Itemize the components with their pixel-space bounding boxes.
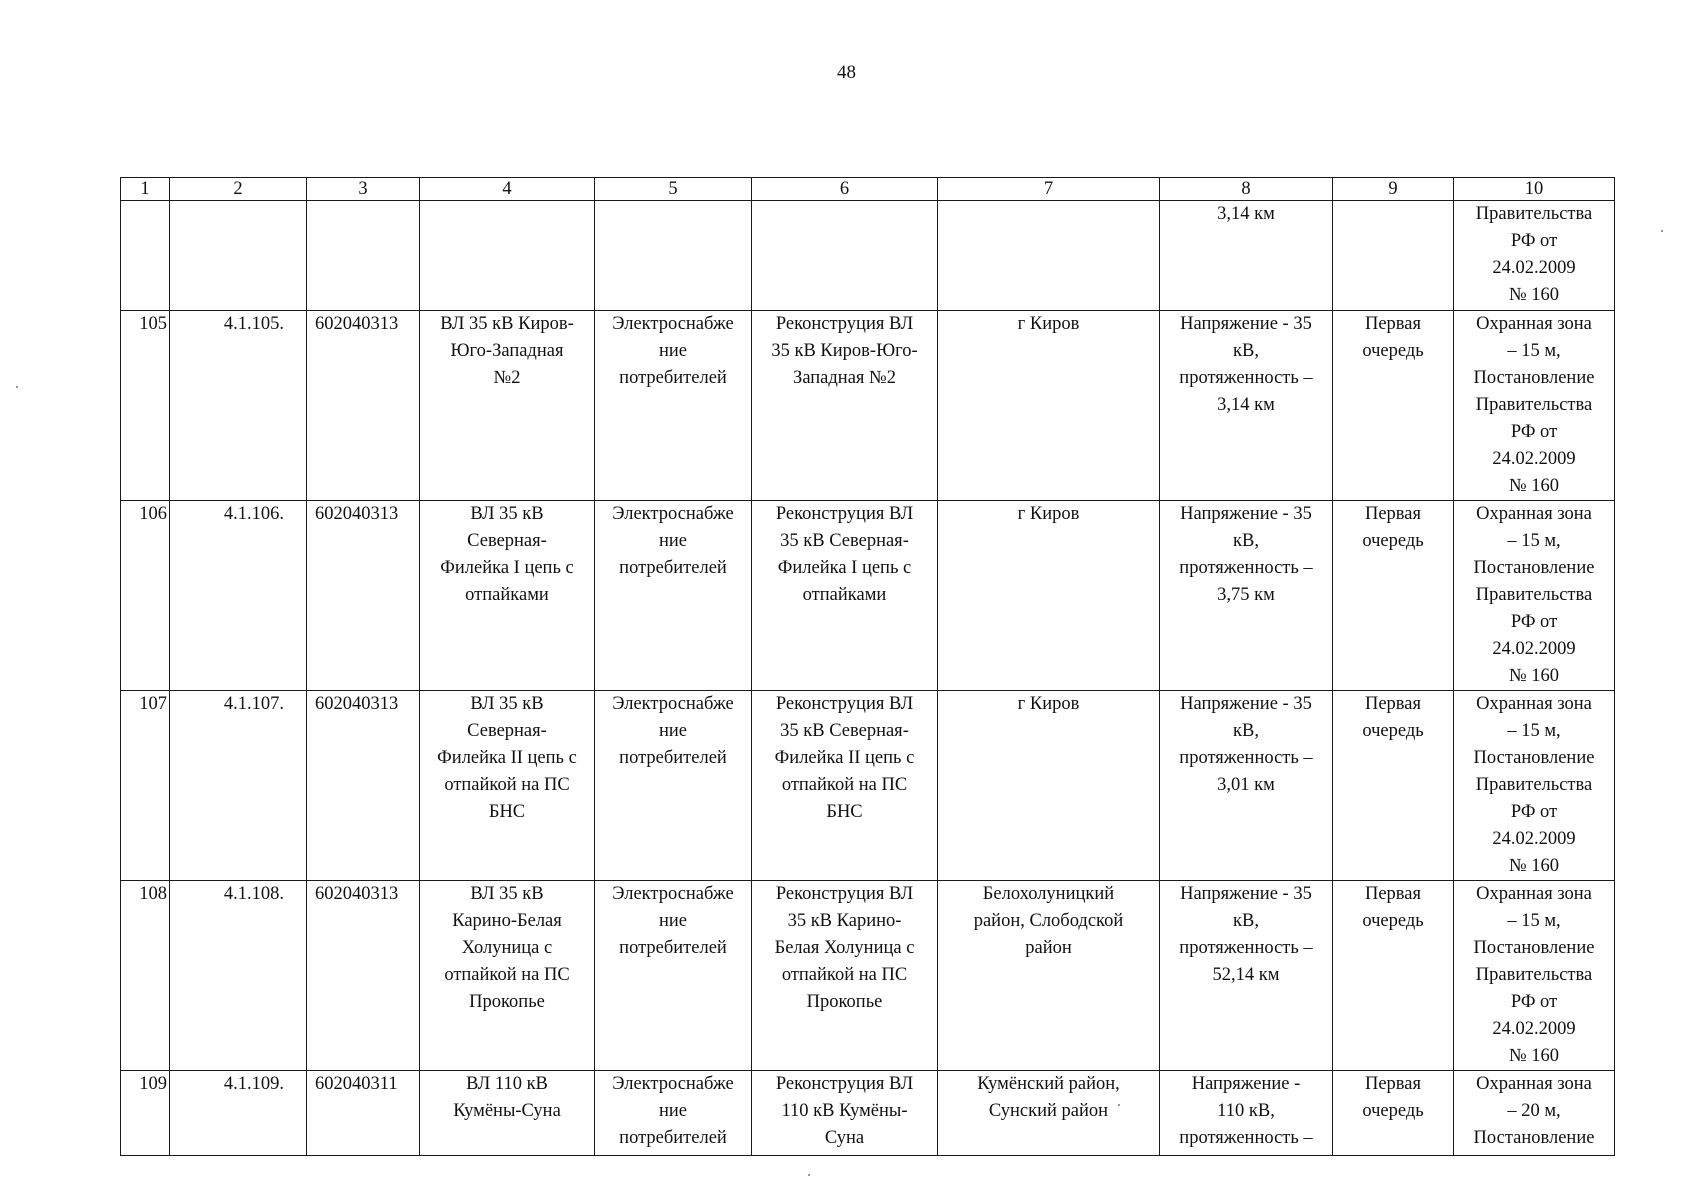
object-location-line: район, Слободской (973, 911, 1124, 931)
zone-notes-cell (1454, 201, 1615, 311)
scan-speck (16, 386, 18, 388)
object-specs-line: 3,14 км (1217, 204, 1275, 224)
implementation-priority-line: Первая (1364, 504, 1422, 524)
object-name-cell (420, 1071, 595, 1156)
inventory-number-cell: 602040313 (307, 691, 420, 881)
zone-notes-cell (1454, 881, 1615, 1071)
object-name-line: Прокопье (469, 992, 545, 1012)
zone-notes-cell (1454, 311, 1615, 501)
zone-notes-cell (1454, 501, 1615, 691)
implementation-priority-line: очередь (1362, 1101, 1424, 1121)
object-purpose-line: потребителей (619, 368, 727, 388)
zone-notes-line: Постановление (1473, 938, 1595, 958)
planned-activity-cell (752, 311, 938, 501)
zone-notes-line: Правительства (1475, 965, 1593, 985)
object-location-line: г Киров (1017, 314, 1080, 334)
inventory-number-cell: 602040313 (307, 881, 420, 1071)
zone-notes-line: № 160 (1508, 856, 1560, 876)
zone-notes-line: Охранная зона (1476, 1074, 1592, 1094)
object-purpose-line: ние (658, 911, 687, 931)
object-name-line: ВЛ 35 кВ (470, 504, 544, 524)
planned-activity-line: Реконструция ВЛ (775, 504, 914, 524)
object-purpose-line: потребителей (619, 938, 727, 958)
object-purpose-line: ние (658, 341, 687, 361)
implementation-priority-cell (1333, 1071, 1454, 1156)
object-purpose-line: Электроснабже (612, 504, 734, 524)
object-purpose-line: потребителей (619, 1128, 727, 1148)
zone-notes-cell (1454, 1071, 1615, 1156)
object-specs-line: 52,14 км (1212, 965, 1280, 985)
inventory-number-cell: 602040313 (307, 501, 420, 691)
planned-activity-line: Белая Холуница с (774, 938, 915, 958)
object-specs-cell (1160, 691, 1333, 881)
table-body (121, 201, 1615, 1156)
planned-activity-line: Западная №2 (793, 368, 896, 388)
planned-activity-line: Реконструция ВЛ (775, 314, 914, 334)
object-name-line: ВЛ 35 кВ (470, 694, 544, 714)
object-specs-line: протяженность – (1179, 1128, 1313, 1148)
header-row (121, 178, 1615, 201)
column-header: 9 (1333, 178, 1454, 201)
object-location-line: Белохолуницкий (982, 884, 1115, 904)
planned-activity-line: отпайкой на ПС (781, 775, 908, 795)
object-specs-line: Напряжение - 35 (1180, 314, 1312, 334)
object-specs-line: кВ, (1233, 531, 1259, 551)
table-row (121, 1071, 1615, 1156)
object-name-line: БНС (488, 802, 526, 822)
row-number-cell: 107 (121, 691, 170, 881)
zone-notes-line: 24.02.2009 (1492, 1019, 1576, 1039)
implementation-priority-line: Первая (1364, 1074, 1422, 1094)
object-specs-line: Напряжение - 35 (1180, 884, 1312, 904)
zone-notes-line: – 20 м, (1507, 1101, 1561, 1121)
object-specs-line: протяженность – (1179, 368, 1313, 388)
column-header: 1 (121, 178, 170, 201)
zone-notes-line: 24.02.2009 (1492, 639, 1576, 659)
zone-notes-line: Правительства (1475, 204, 1593, 224)
object-purpose-line: потребителей (619, 558, 727, 578)
object-purpose-line: Электроснабже (612, 694, 734, 714)
implementation-priority-cell (1333, 201, 1454, 311)
planned-activity-line: 35 кВ Северная- (780, 721, 909, 741)
zone-notes-line: № 160 (1508, 1046, 1560, 1066)
inventory-number-cell: 602040313 (307, 311, 420, 501)
planned-activity-line: Суна (824, 1128, 865, 1148)
object-purpose-line: ние (658, 531, 687, 551)
zone-notes-line: – 15 м, (1507, 531, 1561, 551)
planned-activity-line: Филейка I цепь с (777, 558, 912, 578)
object-name-line: ВЛ 35 кВ Киров- (440, 314, 574, 334)
implementation-priority-line: Первая (1364, 884, 1422, 904)
object-purpose-line: ние (658, 721, 687, 741)
zone-notes-line: Охранная зона (1476, 694, 1592, 714)
planned-activity-line: 35 кВ Киров-Юго- (771, 341, 918, 361)
object-purpose-cell (595, 1071, 752, 1156)
implementation-priority-cell (1333, 691, 1454, 881)
scan-speck (1661, 230, 1663, 232)
zone-notes-line: – 15 м, (1507, 911, 1561, 931)
object-location-line: район (1025, 938, 1072, 958)
scan-speck (1118, 1104, 1120, 1106)
zone-notes-line: – 15 м, (1507, 341, 1561, 361)
table-row (121, 691, 1615, 881)
object-specs-line: 3,01 км (1217, 775, 1275, 795)
object-name-cell (420, 501, 595, 691)
object-location-line: г Киров (1017, 504, 1080, 524)
object-purpose-line: ние (658, 1101, 687, 1121)
zone-notes-line: Охранная зона (1476, 504, 1592, 524)
object-location-cell (938, 691, 1160, 881)
object-specs-cell (1160, 881, 1333, 1071)
planned-activity-line: БНС (826, 802, 863, 822)
object-name-cell (420, 691, 595, 881)
planned-activity-line: Реконструция ВЛ (775, 694, 914, 714)
implementation-priority-line: очередь (1362, 721, 1424, 741)
row-number-cell: 108 (121, 881, 170, 1071)
implementation-priority-cell (1333, 311, 1454, 501)
planned-activity-line: 35 кВ Карино- (787, 911, 902, 931)
planned-activity-line: Прокопье (806, 992, 883, 1012)
planned-activity-line: 110 кВ Кумёны- (781, 1101, 908, 1121)
object-location-line: Сунский район (988, 1101, 1109, 1121)
column-header: 6 (752, 178, 938, 201)
object-name-line: Холуница с (461, 938, 553, 958)
scan-speck (808, 1174, 810, 1176)
object-name-line: Карино-Белая (452, 911, 562, 931)
zone-notes-line: Охранная зона (1476, 314, 1592, 334)
item-code-cell (170, 201, 307, 311)
object-name-line: Кумёны-Суна (453, 1101, 561, 1121)
zone-notes-line: Постановление (1473, 368, 1595, 388)
planned-activity-line: 35 кВ Северная- (780, 531, 909, 551)
object-specs-line: кВ, (1233, 911, 1259, 931)
column-header: 3 (307, 178, 420, 201)
item-code-cell: 4.1.105. (170, 311, 307, 501)
zone-notes-line: РФ от (1510, 422, 1558, 442)
object-location-cell (938, 501, 1160, 691)
object-location-cell (938, 201, 1160, 311)
object-name-line: Юго-Западная (450, 341, 564, 361)
implementation-priority-line: очередь (1362, 911, 1424, 931)
object-name-line: №2 (493, 368, 521, 388)
item-code-cell: 4.1.106. (170, 501, 307, 691)
zone-notes-line: РФ от (1510, 802, 1558, 822)
zone-notes-line: 24.02.2009 (1492, 258, 1576, 278)
object-specs-line: Напряжение - (1191, 1074, 1301, 1094)
object-specs-line: кВ, (1233, 341, 1259, 361)
zone-notes-line: № 160 (1508, 285, 1560, 305)
row-number-cell: 106 (121, 501, 170, 691)
row-number-cell (121, 201, 170, 311)
column-header: 2 (170, 178, 307, 201)
item-code-cell: 4.1.108. (170, 881, 307, 1071)
zone-notes-line: РФ от (1510, 231, 1558, 251)
zone-notes-line: Постановление (1473, 748, 1595, 768)
object-specs-line: 110 кВ, (1217, 1101, 1275, 1121)
object-purpose-line: потребителей (619, 748, 727, 768)
planned-activity-cell (752, 691, 938, 881)
zone-notes-cell (1454, 691, 1615, 881)
planned-activity-cell (752, 881, 938, 1071)
object-purpose-line: Электроснабже (612, 314, 734, 334)
object-purpose-cell (595, 501, 752, 691)
object-specs-line: протяженность – (1179, 938, 1313, 958)
object-name-line: отпайкой на ПС (444, 965, 570, 985)
implementation-priority-line: очередь (1362, 341, 1424, 361)
object-specs-line: кВ, (1233, 721, 1259, 741)
object-purpose-line: Электроснабже (612, 884, 734, 904)
planned-activity-line: Реконструция ВЛ (775, 884, 914, 904)
implementation-priority-line: Первая (1364, 314, 1422, 334)
item-code-cell: 4.1.109. (170, 1071, 307, 1156)
zone-notes-line: РФ от (1510, 992, 1558, 1012)
table-row (121, 311, 1615, 501)
planned-activity-cell (752, 1071, 938, 1156)
object-purpose-cell (595, 691, 752, 881)
object-purpose-cell (595, 881, 752, 1071)
object-name-line: ВЛ 110 кВ (466, 1074, 548, 1094)
object-specs-cell (1160, 501, 1333, 691)
implementation-priority-cell (1333, 501, 1454, 691)
implementation-priority-cell (1333, 881, 1454, 1071)
zone-notes-line: Правительства (1475, 775, 1593, 795)
object-specs-line: протяженность – (1179, 558, 1313, 578)
object-name-cell (420, 201, 595, 311)
object-location-cell (938, 311, 1160, 501)
zone-notes-line: 24.02.2009 (1492, 449, 1576, 469)
object-location-cell (938, 881, 1160, 1071)
row-number-cell: 105 (121, 311, 170, 501)
column-header: 4 (420, 178, 595, 201)
zone-notes-line: № 160 (1508, 476, 1560, 496)
object-purpose-line: Электроснабже (612, 1074, 734, 1094)
column-header: 5 (595, 178, 752, 201)
inventory-number-cell (307, 201, 420, 311)
inventory-number-cell: 602040311 (307, 1071, 420, 1156)
planned-activity-cell (752, 201, 938, 311)
object-name-line: отпайками (465, 585, 549, 605)
zone-notes-line: № 160 (1508, 666, 1560, 686)
implementation-priority-line: очередь (1362, 531, 1424, 551)
object-location-line: Кумёнский район, (977, 1074, 1120, 1094)
object-name-line: Филейка II цепь с (437, 748, 577, 768)
implementation-priority-line: Первая (1364, 694, 1422, 714)
object-name-line: ВЛ 35 кВ (470, 884, 544, 904)
object-specs-line: Напряжение - 35 (1180, 504, 1312, 524)
object-purpose-cell (595, 201, 752, 311)
object-name-line: Северная- (467, 531, 547, 551)
object-location-cell (938, 1071, 1160, 1156)
row-number-cell: 109 (121, 1071, 170, 1156)
planned-activity-cell (752, 501, 938, 691)
object-specs-cell (1160, 201, 1333, 311)
object-name-line: Филейка I цепь с (440, 558, 574, 578)
column-header: 8 (1160, 178, 1333, 201)
zone-notes-line: – 15 м, (1507, 721, 1561, 741)
object-specs-line: 3,14 км (1217, 395, 1275, 415)
column-header: 7 (938, 178, 1160, 201)
page-number: 48 (837, 62, 856, 83)
zone-notes-line: Охранная зона (1476, 884, 1592, 904)
objects-table (120, 177, 1615, 1156)
zone-notes-line: 24.02.2009 (1492, 829, 1576, 849)
zone-notes-line: Постановление (1473, 558, 1595, 578)
object-name-cell (420, 881, 595, 1071)
object-specs-line: 3,75 км (1217, 585, 1275, 605)
object-specs-line: Напряжение - 35 (1180, 694, 1312, 714)
column-header: 10 (1454, 178, 1615, 201)
table-row (121, 201, 1615, 311)
zone-notes-line: Постановление (1473, 1128, 1595, 1148)
zone-notes-line: РФ от (1510, 612, 1558, 632)
zone-notes-line: Правительства (1475, 585, 1593, 605)
object-purpose-cell (595, 311, 752, 501)
planned-activity-line: Реконструция ВЛ (775, 1074, 914, 1094)
zone-notes-line: Правительства (1475, 395, 1593, 415)
object-name-cell (420, 311, 595, 501)
planned-activity-line: Филейка II цепь с (774, 748, 915, 768)
object-specs-cell (1160, 311, 1333, 501)
object-location-line: г Киров (1017, 694, 1080, 714)
planned-activity-line: отпайками (802, 585, 887, 605)
object-name-line: отпайкой на ПС (444, 775, 570, 795)
object-name-line: Северная- (467, 721, 547, 741)
item-code-cell: 4.1.107. (170, 691, 307, 881)
object-specs-cell (1160, 1071, 1333, 1156)
object-specs-line: протяженность – (1179, 748, 1313, 768)
planned-activity-line: отпайкой на ПС (781, 965, 908, 985)
table-row (121, 881, 1615, 1071)
table-row (121, 501, 1615, 691)
